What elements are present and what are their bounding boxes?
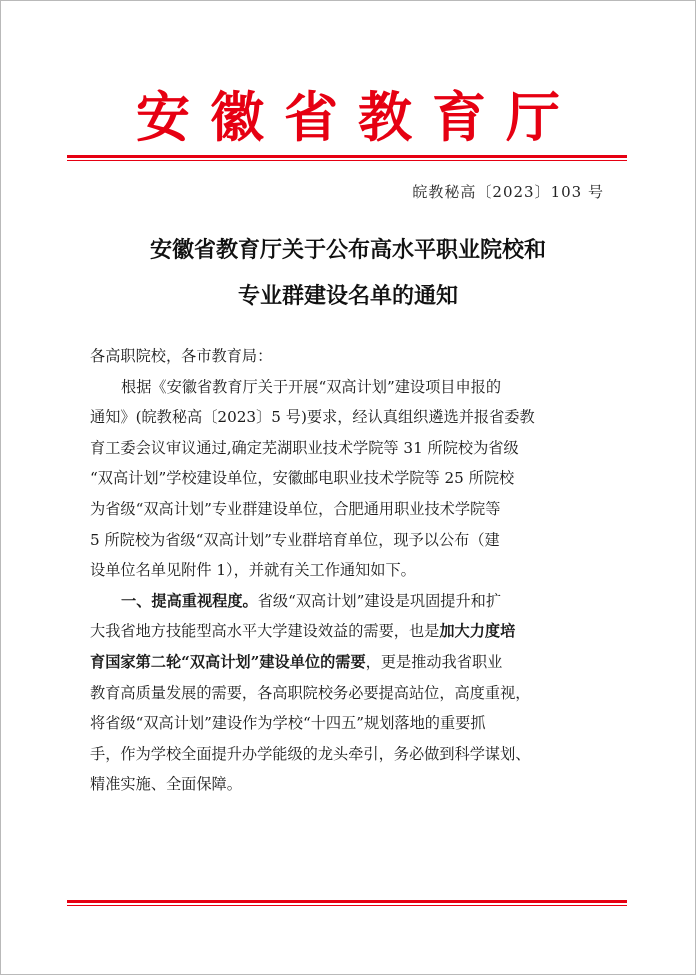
paragraph-1-line-2: 通知》(皖教秘高〔2023〕5 号)要求，经认真组织遴选并报省委教 <box>90 408 535 427</box>
document-number: 皖教秘高〔2023〕103 号 <box>412 183 604 201</box>
paragraph-1-line-4: “双高计划”学校建设单位，安徽邮电职业技术学院等 25 所院校 <box>90 469 515 488</box>
paragraph-1-line-5: 为省级“双高计划”专业群建设单位，合肥通用职业技术学院等 <box>90 499 501 518</box>
document-title-line-2: 专业群建设名单的通知 <box>237 284 458 309</box>
paragraph-1-line-6: 5 所院校为省级“双高计划”专业群培育单位，现予以公布（建 <box>90 530 500 549</box>
red-header-rule <box>67 155 627 161</box>
document-title <box>0 228 696 320</box>
paragraph-1-line-1: 根据《安徽省教育厅关于开展“双高计划”建设项目申报的 <box>121 377 502 396</box>
salutation: 各高职院校，各市教育局： <box>90 347 273 365</box>
paragraph-2-line-1-text: 省级“双高计划”建设是巩固提升和扩 <box>257 591 502 610</box>
paragraph-1-line-3: 育工委会议审议通过,确定芜湖职业技术学院等 31 所院校为省级 <box>90 438 519 457</box>
red-footer-rule <box>67 900 627 906</box>
paragraph-2-line-2-emphasis: 加大力度培 <box>439 622 516 641</box>
paragraph-2-line-6: 手，作为学校全面提升办学能级的龙头牵引，务必做到科学谋划、 <box>90 744 531 763</box>
paragraph-2-line-1 <box>90 586 612 617</box>
paragraph-2-line-5: 将省级“双高计划”建设作为学校“十四五”规划落地的重要抓 <box>90 714 486 733</box>
paragraph-2-line-2-text: 大我省地方技能型高水平大学建设效益的需要，也是 <box>90 622 440 641</box>
paragraph-2-line-3-text: ，更是推动我省职业 <box>365 652 503 671</box>
paragraph-2-line-4: 教育高质量发展的需要，各高职院校务必要提高站位，高度重视， <box>90 683 531 702</box>
section-heading: 一、提高重视程度。 <box>121 591 258 610</box>
paragraph-1-line-7: 设单位名单见附件 1），并就有关工作通知如下。 <box>90 561 416 580</box>
document-title-line-1: 安徽省教育厅关于公布高水平职业院校和 <box>149 238 546 263</box>
paragraph-2-line-7: 精准实施、全面保障。 <box>90 775 242 794</box>
paragraph-1 <box>90 372 612 586</box>
org-title: 安徽省教育厅 <box>136 86 580 149</box>
paragraph-2-line-3-emphasis: 育国家第二轮“双高计划”建设单位的需要 <box>90 652 366 671</box>
document-body <box>90 341 612 800</box>
paragraph-2-line-3 <box>90 647 612 678</box>
paragraph-2-line-2 <box>90 616 612 647</box>
paragraph-2 <box>90 586 612 800</box>
